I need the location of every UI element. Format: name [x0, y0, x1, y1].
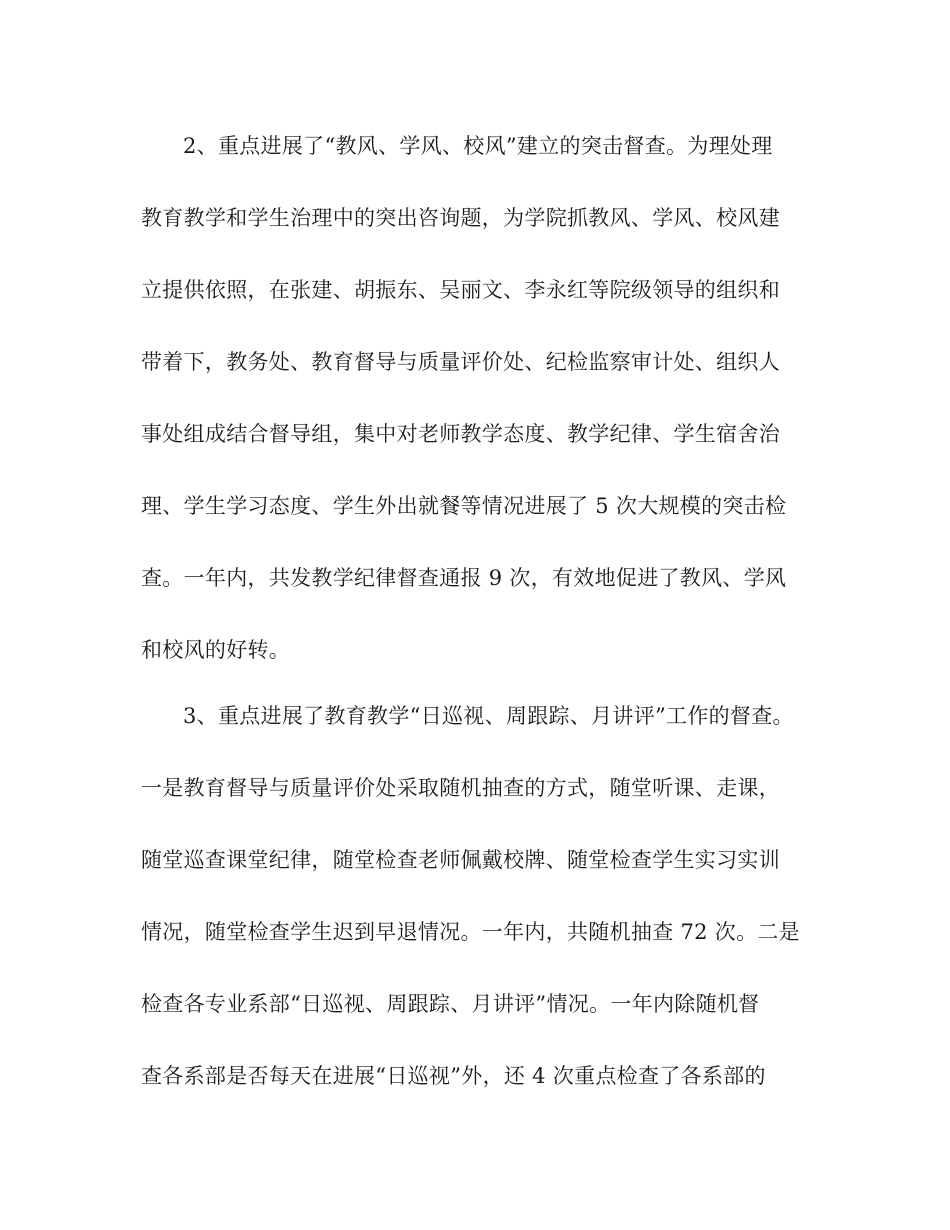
- paragraph-3-line-2: 一是教育督导与质量评价处采取随机抽查的方式，随堂听课、走课，: [141, 776, 780, 800]
- paragraph-2-line-1: 2、重点进展了“教风、学风、校风”建立的突击督查。为理处理: [183, 134, 773, 158]
- paragraph-2-line-2: 教育教学和学生治理中的突出咨询题，为学院抓教风、学风、校风建: [141, 206, 780, 230]
- paragraph-2-line-3: 立提供依照，在张建、胡振东、吴丽文、李永红等院级领导的组织和: [141, 278, 780, 302]
- paragraph-2-line-7: 查。一年内，共发教学纪律督查通报 9 次，有效地促进了教风、学风: [141, 566, 787, 590]
- paragraph-3-line-3: 随堂巡查课堂纪律，随堂检查老师佩戴校牌、随堂检查学生实习实训: [141, 848, 780, 872]
- paragraph-3-line-6: 查各系部是否每天在进展“日巡视”外，还 4 次重点检查了各系部的: [141, 1064, 766, 1088]
- paragraph-2-line-6: 理、学生学习态度、学生外出就餐等情况进展了 5 次大规模的突击检: [141, 494, 787, 518]
- paragraph-2-line-4: 带着下，教务处、教育督导与质量评价处、纪检监察审计处、组织人: [141, 350, 780, 374]
- paragraph-3-line-4: 情况，随堂检查学生迟到早退情况。一年内，共随机抽查 72 次。二是: [141, 920, 800, 944]
- paragraph-2-line-8: 和校风的好转。: [141, 638, 291, 662]
- paragraph-3-line-5: 检查各专业系部“日巡视、周跟踪、月讲评”情况。一年内除随机督: [141, 992, 760, 1016]
- paragraph-3-line-1: 3、重点进展了教育教学“日巡视、周跟踪、月讲评”工作的督查。: [183, 704, 794, 728]
- paragraph-2-line-5: 事处组成结合督导组，集中对老师教学态度、教学纪律、学生宿舍治: [141, 422, 780, 446]
